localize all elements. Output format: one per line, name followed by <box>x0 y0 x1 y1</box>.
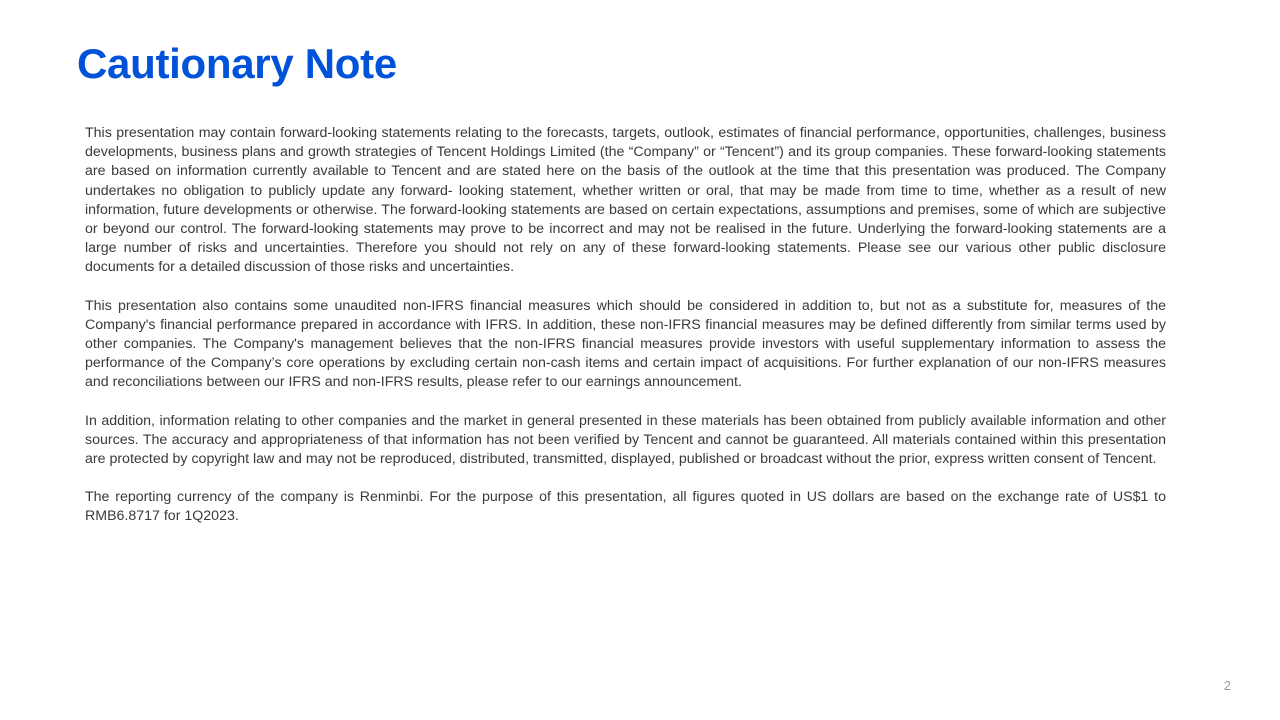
paragraph-non-ifrs: This presentation also contains some unaudited non-IFRS financial measures which should be considered in addition to, but not as a substitute for, measures of the Company's financial performance prepared in accordance with IFRS. In addition, these non-IFRS financial measures may be defined differently from similar terms used by other companies. The Company's management believes that the non-IFRS financial measures provide investors with useful supplementary information to assess the performance of the Company’s core operations by excluding certain non-cash items and certain impact of acquisitions. For further explanation of our non-IFRS measures and reconciliations between our IFRS and non-IFRS results, please refer to our earnings announcement. <box>85 297 1166 391</box>
paragraph-third-party-info: In addition, information relating to other companies and the market in general presented in these materials has been obtained from publicly available information and other sources. The accuracy and appropriateness of that information has not been verified by Tencent and cannot be guaranteed. All materials contained within this presentation are protected by copyright law and may not be reproduced, distributed, transmitted, displayed, published or broadcast without the prior, express written consent of Tencent. <box>85 412 1166 468</box>
paragraph-reporting-currency: The reporting currency of the company is Renminbi. For the purpose of this presentation, all figures quoted in US dollars are based on the exchange rate of US$1 to RMB6.8717 for 1Q2023. <box>85 489 1166 525</box>
page-number: 2 <box>1223 678 1231 693</box>
cautionary-body <box>85 124 1166 546</box>
paragraph-forward-looking: This presentation may contain forward-looking statements relating to the forecasts, targets, outlook, estimates of financial performance, opportunities, challenges, business developments, business plans and growth strategies of Tencent Holdings Limited (the “Company” or “Tencent”) and its group companies. These forward-looking statements are based on information currently available to Tencent and are stated here on the basis of the outlook at the time that this presentation was produced. The Company undertakes no obligation to publicly update any forward- looking statement, whether written or oral, that may be made from time to time, whether as a result of new information, future developments or otherwise. The forward-looking statements are based on certain expectations, assumptions and premises, some of which are subjective or beyond our control. The forward-looking statements may prove to be incorrect and may not be realised in the future. Underlying the forward-looking statements are a large number of risks and uncertainties. Therefore you should not rely on any of these forward-looking statements. Please see our various other public disclosure documents for a detailed discussion of those risks and uncertainties. <box>85 125 1166 276</box>
slide-title: Cautionary Note <box>77 40 397 87</box>
